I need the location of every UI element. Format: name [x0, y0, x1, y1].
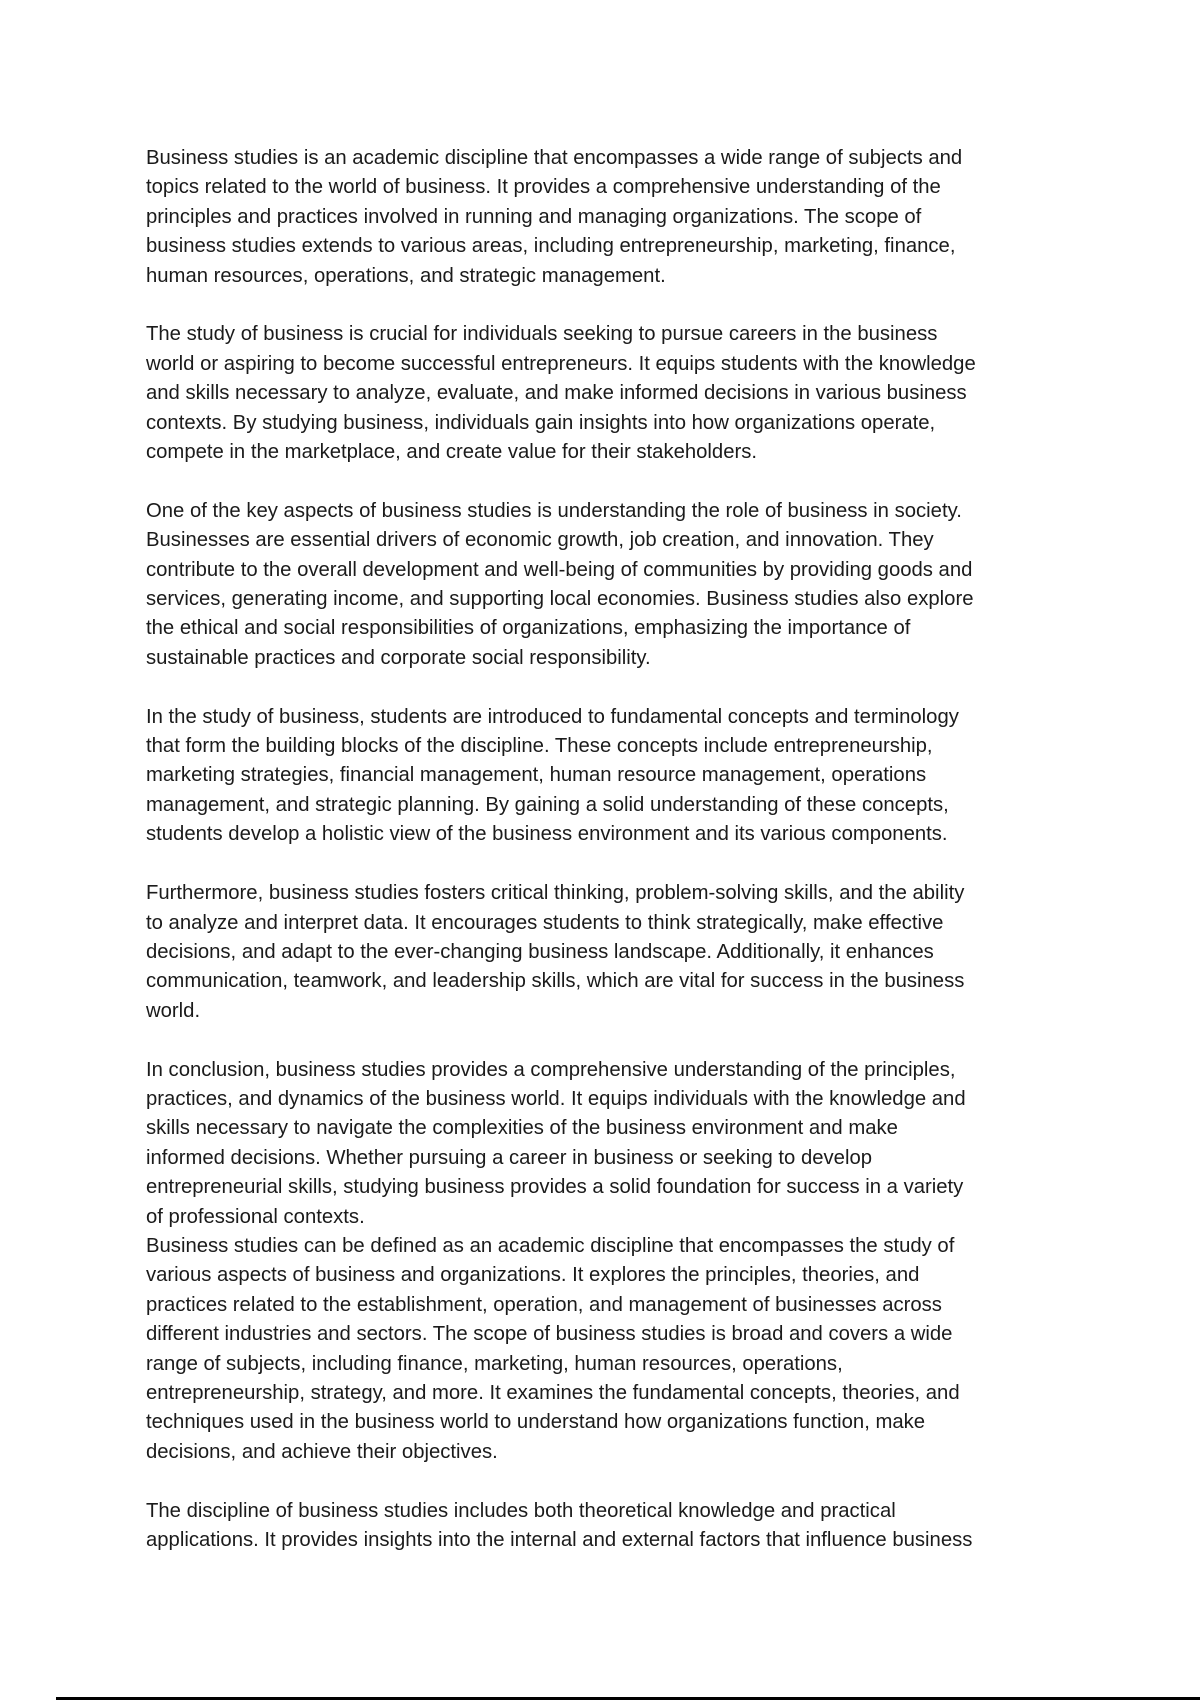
paragraph-discipline: The discipline of business studies includes both theoretical knowledge and practical applications. It provides insights into the internal and external factors that influence business [146, 1499, 973, 1551]
paragraph-concepts: In the study of business, students are introduced to fundamental concepts and terminology that form the building blocks of the discipline. These concepts include entrepreneurship, marketing strategies, financial management, human resource management, operations management, and strategic planning. By gaining a solid understanding of these concepts, students develop a holistic view of the business environment and its various components. [146, 705, 959, 846]
paragraph-careers: The study of business is crucial for individuals seeking to pursue careers in the business world or aspiring to become successful entrepreneurs. It equips students with the knowledge and skills necessary to analyze, evaluate, and make informed decisions in various business contexts. By studying business, individuals gain insights into how organizations operate, compete in the marketplace, and create value for their stakeholders. [146, 323, 976, 464]
paragraph-conclusion: In conclusion, business studies provides a comprehensive understanding of the principles, practices, and dynamics of the business world. It equips individuals with the knowledge and skills necessary to navigate the complexities of the business environment and make informed decisions. Whether pursuing a career in business or seeking to develop entrepreneurial skills, studying business provides a solid foundation for success in a variety of professional contexts. [146, 1058, 966, 1228]
paragraph-skills: Furthermore, business studies fosters critical thinking, problem-solving skills, and the ability to analyze and interpret data. It encourages students to think strategically, make effective decisions, and adapt to the ever-changing business landscape. Additionally, it enhances communication, teamwork, and leadership skills, which are vital for success in the business world. [146, 882, 965, 1022]
paragraph-society: One of the key aspects of business studies is understanding the role of business in society. Businesses are essential drivers of economic growth, job creation, and innovation. They contribute to the overall development and well-being of communities by providing goods and services, generating income, and supporting local economies. Business studies also explore the ethical and social responsibilities of organizations, emphasizing the importance of sustainable practices and corporate social responsibility. [146, 499, 974, 669]
paragraph-definition: Business studies can be defined as an academic discipline that encompasses the study of various aspects of business and organizations. It explores the principles, theories, and practices related to the establishment, operation, and management of businesses across different industries and sectors. The scope of business studies is broad and covers a wide range of subjects, including finance, marketing, human resources, operations, entrepreneurship, strategy, and more. It examines the fundamental concepts, theories, and techniques used in the business world to understand how organizations function, make decisions, and achieve their objectives. [146, 1234, 960, 1463]
document-body [146, 144, 1066, 1555]
paragraph-intro: Business studies is an academic discipline that encompasses a wide range of subjects and topics related to the world of business. It provides a comprehensive understanding of the principles and practices involved in running and managing organizations. The scope of business studies extends to various areas, including entrepreneurship, marketing, finance, human resources, operations, and strategic management. [146, 147, 963, 287]
